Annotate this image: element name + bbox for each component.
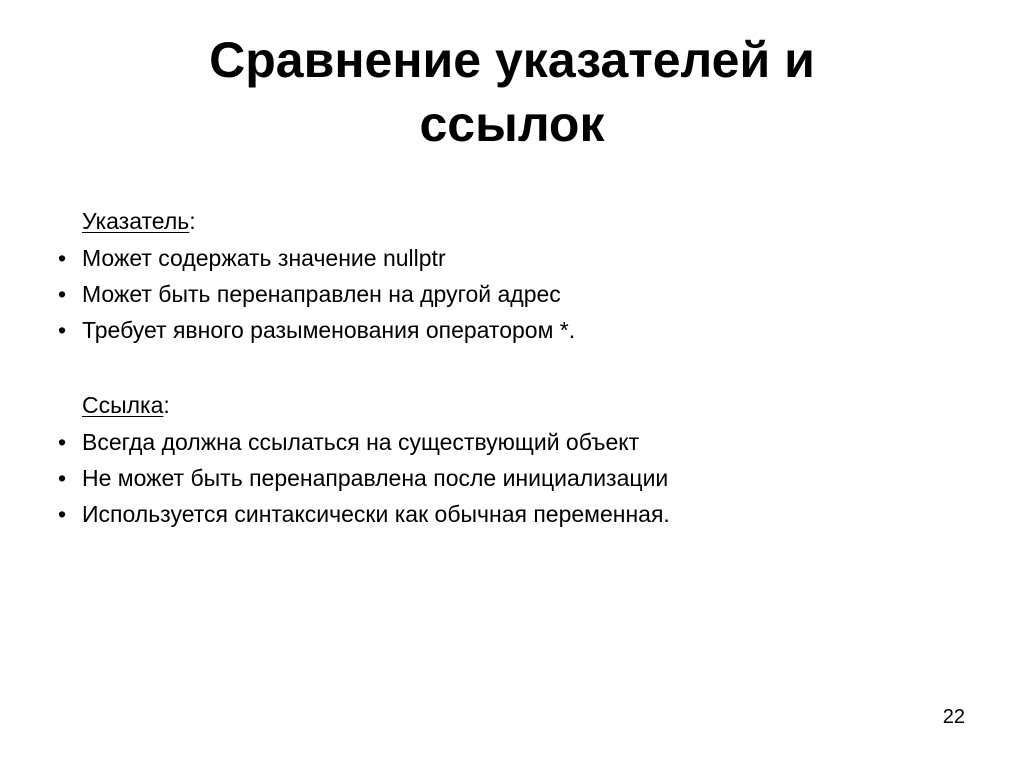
list-item-text: Используется синтаксически как обычная переменная. (82, 501, 670, 527)
reference-section-heading (82, 390, 978, 420)
reference-heading-colon: : (163, 392, 170, 418)
list-item-text: Может содержать значение nullptr (82, 245, 446, 271)
list-item-text: Требует явного разыменования оператором *. (82, 317, 576, 343)
reference-heading-text: Ссылка (82, 392, 164, 418)
list-item (58, 240, 978, 276)
list-item (58, 276, 978, 312)
pointer-bullet-list (58, 240, 978, 348)
slide-title-line-2: ссылок (419, 96, 605, 152)
bullet-icon: • (58, 429, 67, 455)
reference-section (58, 390, 978, 532)
pointer-heading-colon: : (189, 208, 196, 234)
page-number: 22 (942, 706, 965, 728)
bullet-icon: • (58, 317, 67, 343)
list-item-text: Может быть перенаправлен на другой адрес (82, 281, 561, 307)
bullet-icon: • (58, 281, 67, 307)
pointer-section (58, 206, 978, 348)
pointer-heading-text: Указатель (82, 208, 190, 234)
list-item (58, 312, 978, 348)
bullet-icon: • (58, 245, 67, 271)
list-item (58, 496, 978, 532)
list-item (58, 460, 978, 496)
pointer-section-heading (82, 206, 978, 236)
slide-title (0, 28, 1024, 156)
list-item-text: Не может быть перенаправлена после инициализации (82, 465, 669, 491)
slide-title-line-1: Сравнение указателей и (209, 32, 815, 88)
bullet-icon: • (58, 465, 67, 491)
list-item-text: Всегда должна ссылаться на существующий объект (82, 429, 640, 455)
list-item (58, 424, 978, 460)
reference-bullet-list (58, 424, 978, 532)
bullet-icon: • (58, 501, 67, 527)
